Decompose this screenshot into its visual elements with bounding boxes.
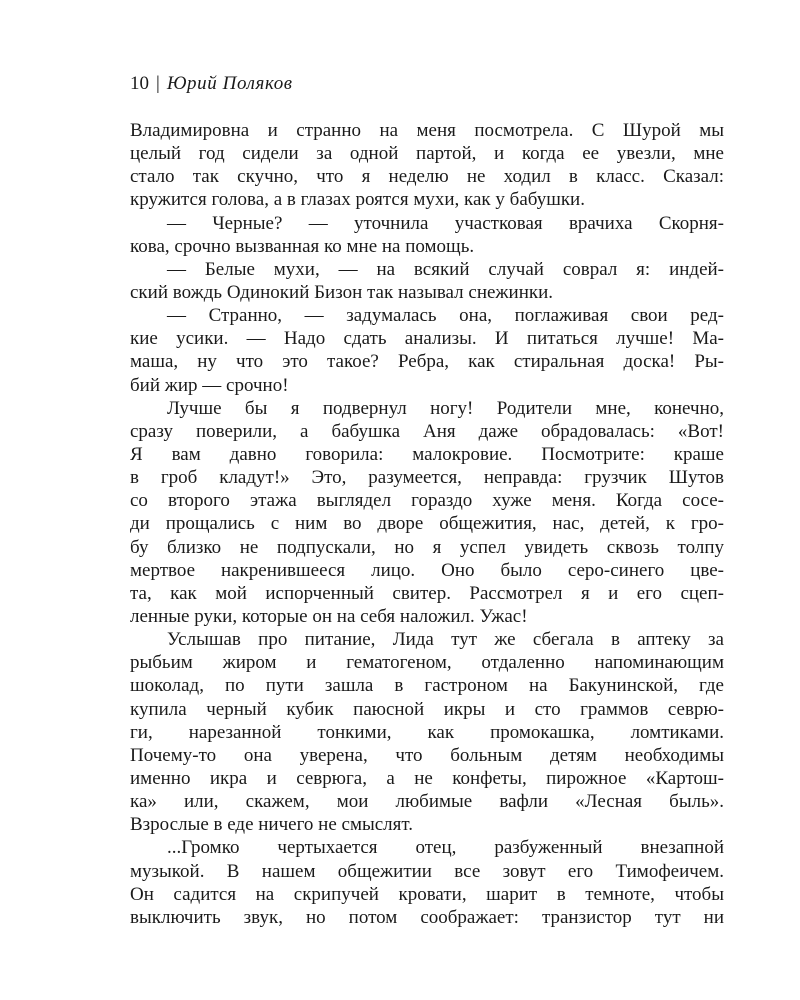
text-line: та, как мой испорченный свитер. Рассмотрел я и его сцеп- [130, 582, 724, 604]
body-text [130, 119, 724, 929]
text-line: со второго этажа выглядел гораздо хуже меня. Когда сосе- [130, 490, 724, 512]
text-line: стало так скучно, что я неделю не ходил в класс. Сказал: [130, 166, 724, 188]
text-line: сразу поверили, а бабушка Аня даже обрадовалась: «Вот! [130, 420, 724, 442]
text-line: Владимировна и странно на меня посмотрела. С Шурой мы [130, 120, 724, 141]
text-line: — Странно, — задумалась она, поглаживая свои ред- [167, 305, 724, 327]
running-head [130, 72, 724, 96]
text-line: — Черные? — уточнила участковая врачиха Скорня- [167, 212, 724, 234]
text-line: кова, срочно вызванная ко мне на помощь. [130, 235, 475, 257]
text-line: Я вам давно говорила: малокровие. Посмотрите: краше [130, 443, 724, 465]
author-name: Юрий Поляков [166, 73, 293, 94]
text-line: купила черный кубик паюсной икры и сто граммов севрю- [130, 698, 724, 720]
text-line: ги, нарезанной тонкими, как промокашка, ломтиками. [130, 721, 724, 743]
text-line: бий жир — срочно! [130, 374, 289, 396]
text-line: выключить звук, но потом соображает: транзистор тут ни [130, 906, 724, 928]
page-number: 10 [130, 73, 149, 94]
text-line: ди прощались с ним во дворе общежития, нас, детей, к гро- [130, 513, 724, 535]
text-line: рыбьим жиром и гематогеном, отдаленно напоминающим [130, 652, 724, 674]
text-line: Услышав про питание, Лида тут же сбегала в аптеку за [167, 629, 724, 651]
text-line: Взрослые в еде ничего не смыслят. [130, 814, 414, 836]
text-line: в гроб кладут!» Это, разумеется, неправда: грузчик Шутов [130, 467, 724, 489]
text-line: бу близко не подпускали, но я успел увидеть сквозь толпу [130, 536, 724, 558]
header-separator: | [156, 73, 160, 94]
text-line: Почему-то она уверена, что больным детям необходимы [130, 744, 724, 766]
text-line: целый год сидели за одной партой, и когда ее увезли, мне [130, 143, 724, 165]
text-line: маша, ну что это такое? Ребра, как стиральная доска! Ры- [130, 351, 724, 373]
text-line: ский вождь Одинокий Бизон так называл снежинки. [130, 281, 554, 303]
text-line: Лучше бы я подвернул ногу! Родители мне, конечно, [167, 397, 724, 419]
text-line: ленные руки, которые он на себя наложил. Ужас! [130, 605, 528, 627]
text-line: ...Громко чертыхается отец, разбуженный внезапной [167, 837, 724, 859]
text-line: музыкой. В нашем общежитии все зовут его Тимофеичем. [130, 860, 724, 882]
text-line: — Белые мухи, — на всякий случай соврал я: индей- [167, 258, 724, 280]
text-line: шоколад, по пути зашла в гастроном на Бакунинской, где [130, 675, 724, 697]
text-line: именно икра и севрюга, а не конфеты, пирожное «Картош- [130, 767, 724, 789]
text-line: мертвое накренившееся лицо. Оно было серо-синего цве- [130, 559, 724, 581]
text-line: ка» или, скажем, мои любимые вафли «Лесная быль». [130, 791, 724, 813]
book-page [130, 72, 724, 929]
text-line: кие усики. — Надо сдать анализы. И питаться лучше! Ма- [130, 328, 724, 350]
text-line: кружится голова, а в глазах роятся мухи, как у бабушки. [130, 189, 585, 211]
text-line: Он садится на скрипучей кровати, шарит в темноте, чтобы [130, 883, 724, 905]
